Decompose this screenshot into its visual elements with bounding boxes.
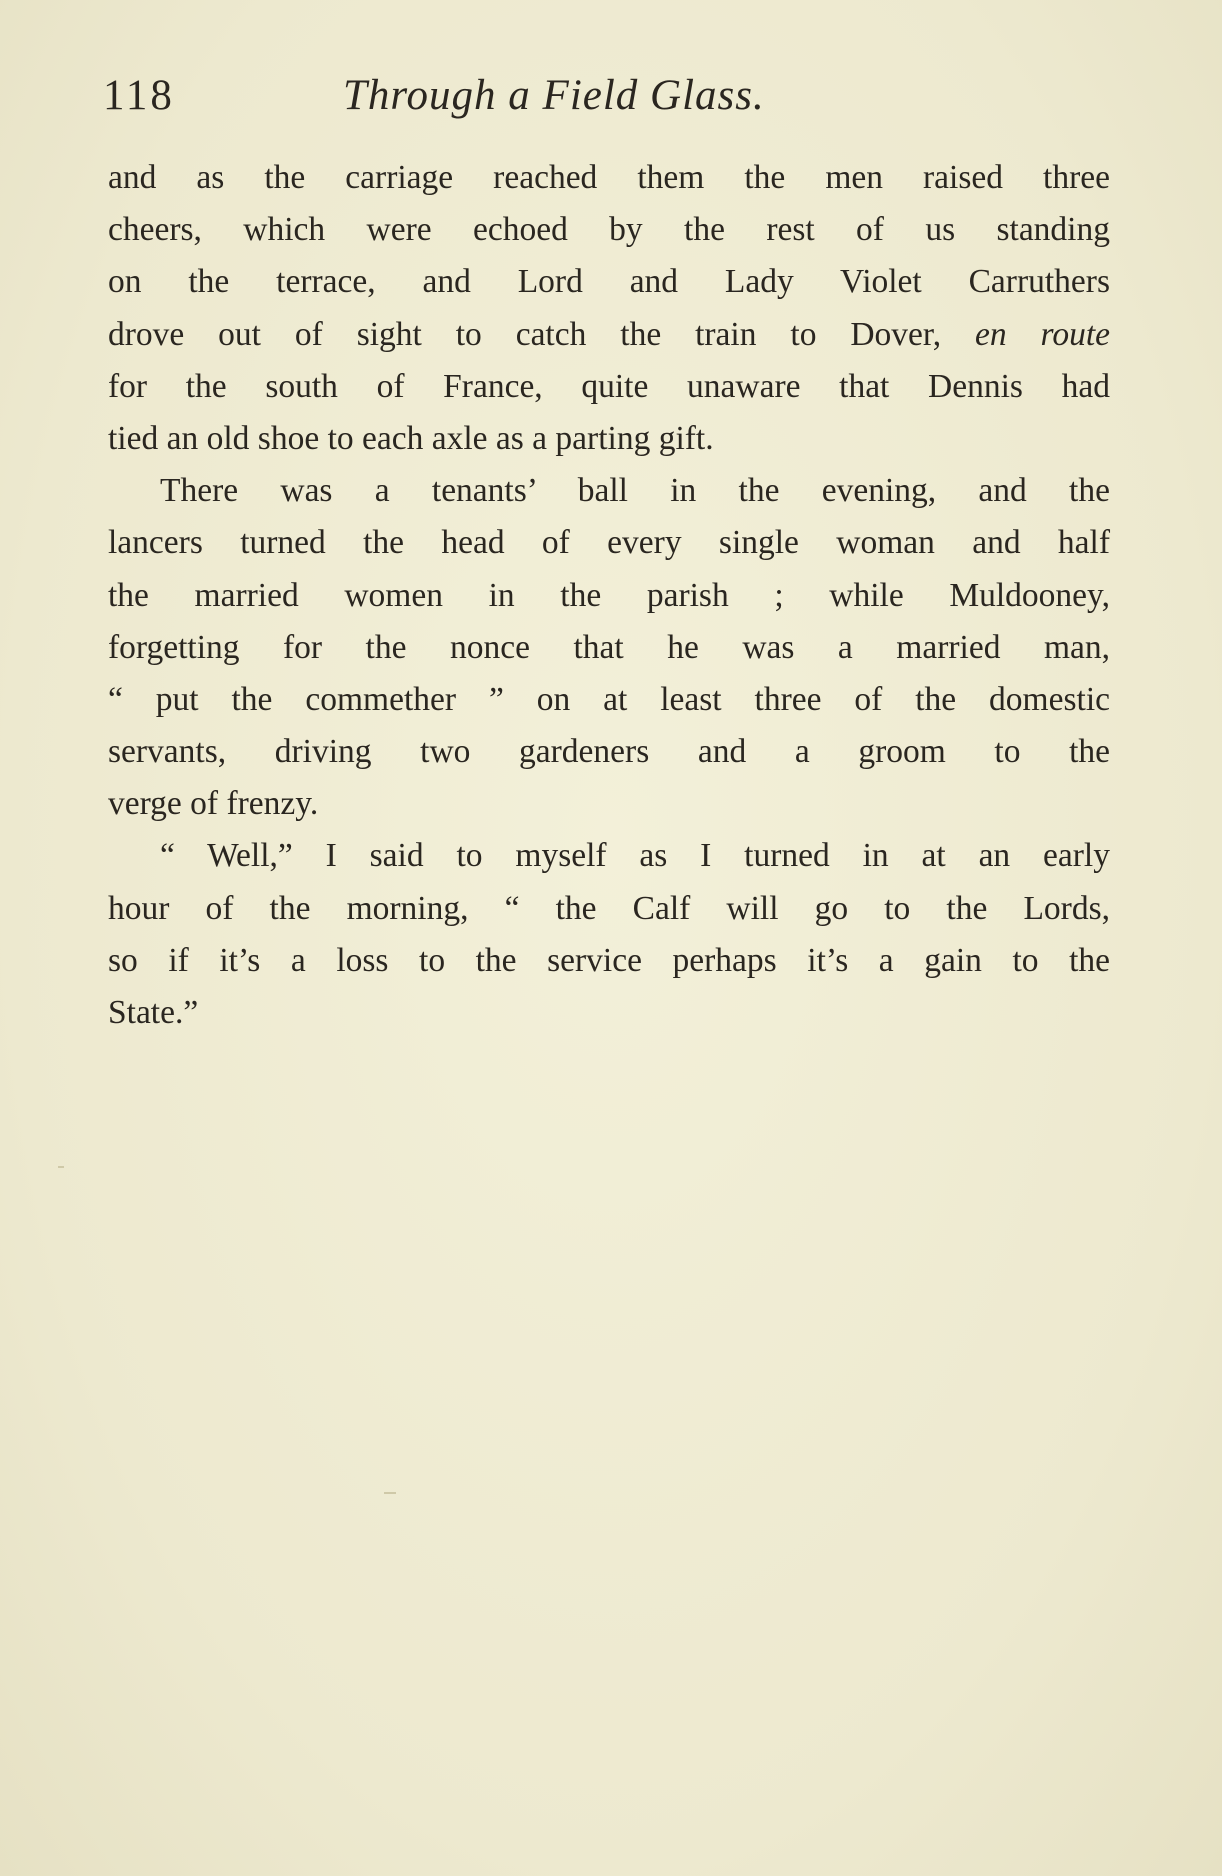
text-line: and as the carriage reached them the men raised three (108, 159, 1110, 196)
text-line: on the terrace, and Lord and Lady Violet Carruthers (108, 263, 1110, 301)
paragraph-1 (108, 152, 1110, 465)
text-line: cheers, which were echoed by the rest of us standing (108, 211, 1110, 249)
text-line (108, 309, 1110, 361)
body-text (108, 152, 1110, 1039)
text-line: There was a tenants’ ball in the evening, and the (160, 472, 1110, 510)
paragraph-3 (108, 830, 1110, 1039)
text-line: tied an old shoe to each axle as a parting gift. (108, 419, 714, 457)
running-head (103, 66, 863, 126)
text-line: “ Well,” I said to myself as I turned in at an early (160, 837, 1110, 875)
text-line: servants, driving two gardeners and a groom to the (108, 733, 1110, 771)
text-line: lancers turned the head of every single woman and half (108, 524, 1110, 562)
paper-speck (384, 1492, 396, 1494)
text-line: hour of the morning, “ the Calf will go to the Lords, (108, 889, 1110, 927)
italic-phrase: en route (975, 315, 1110, 353)
paper-speck (58, 1166, 64, 1168)
paragraph-2 (108, 465, 1110, 830)
book-title: Through a Field Glass. (343, 72, 765, 119)
text-segment: drove out of sight to catch the train to Dover, (108, 315, 942, 353)
page-number: 118 (103, 72, 175, 119)
text-line: “ put the commether ” on at least three of the domestic (108, 680, 1110, 718)
text-line: so if it’s a loss to the service perhaps it’s a gain to the (108, 941, 1110, 979)
text-line: for the south of France, quite unaware that Dennis had (108, 367, 1110, 405)
text-line: the married women in the parish ; while Muldooney, (108, 576, 1110, 614)
text-line: verge of frenzy. (108, 785, 319, 823)
text-line: State.” (108, 994, 199, 1031)
text-line: forgetting for the nonce that he was a married man, (108, 628, 1110, 666)
